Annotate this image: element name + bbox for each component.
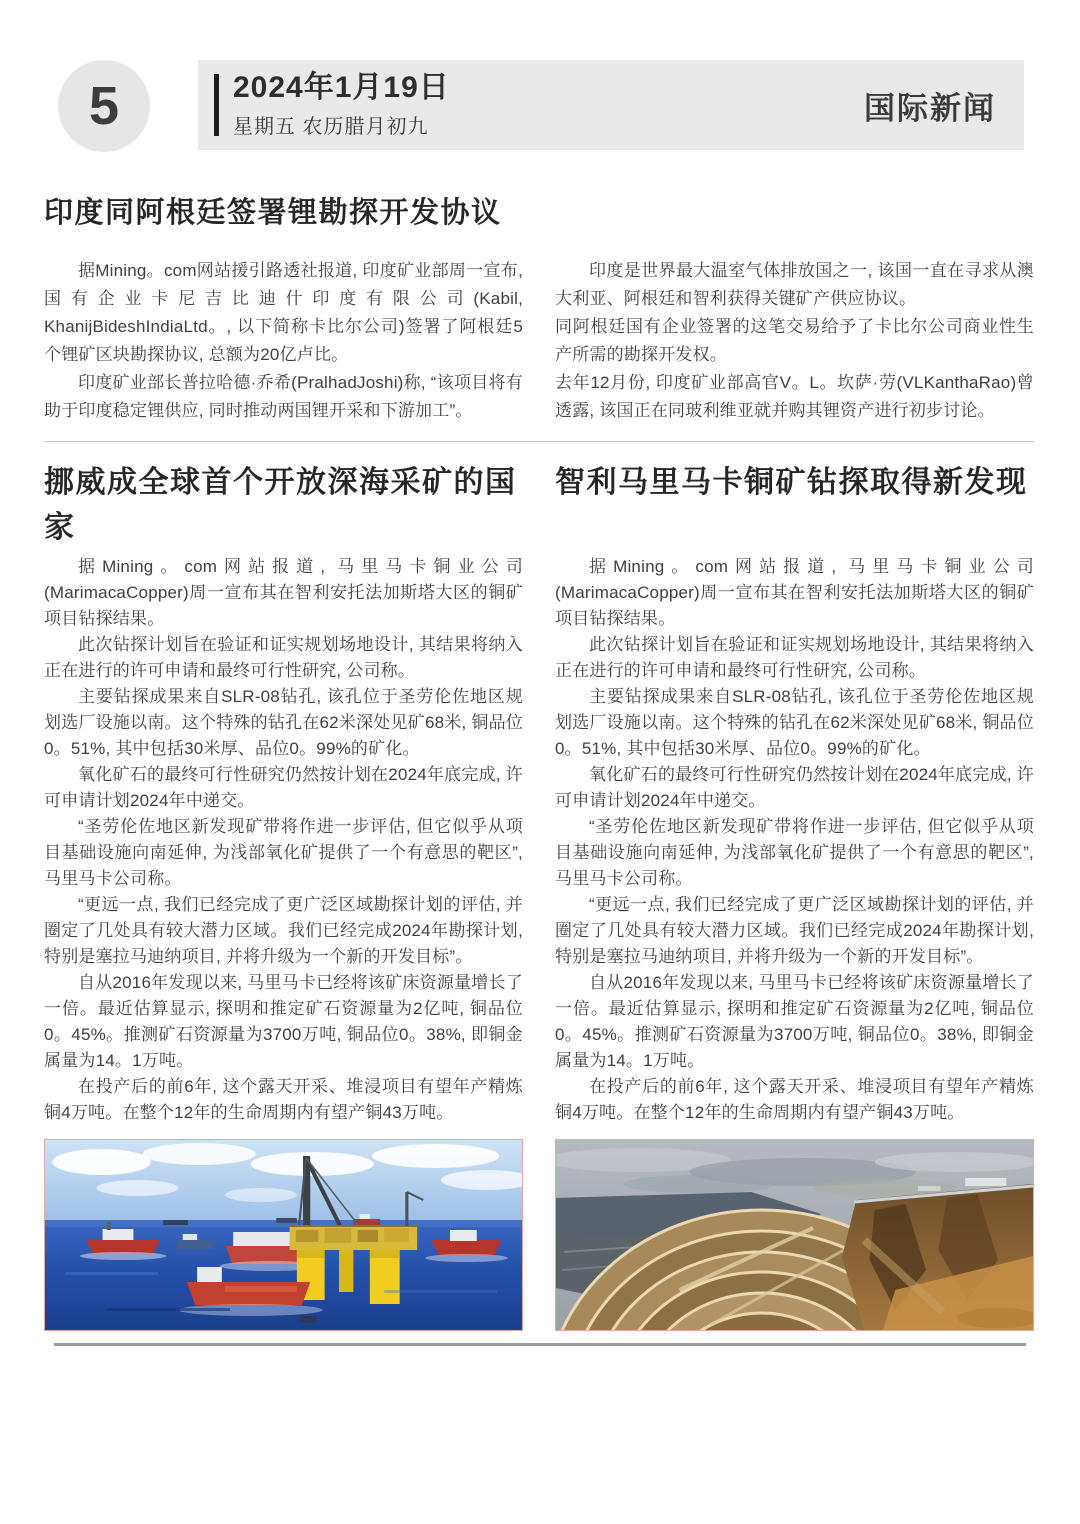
article-paragraph: 印度是世界最大温室气体排放国之一, 该国一直在寻求从澳大利亚、阿根廷和智利获得关键矿产供应协议。 — [555, 260, 1034, 308]
article-paragraph: “圣劳伦佐地区新发现矿带将作进一步评估, 但它似乎从项目基础设施向南延伸, 为浅部氧化矿提供了一个有意思的靶区”, 马里马卡公司称。 — [44, 816, 523, 888]
article-paragraph: 印度矿业部长普拉哈德·乔希(PralhadJoshi)称, “该项目将有助于印度稳定锂供应, 同时推动两国锂开采和下游加工”。 — [44, 372, 523, 420]
date: 2024年1月19日 — [233, 71, 450, 105]
article-column-right — [555, 257, 1034, 425]
weekday-lunar: 星期五 农历腊月初九 — [233, 115, 429, 138]
article-paragraph: 在投产后的前6年, 这个露天开采、堆浸项目有望年产精炼铜4万吨。在整个12年的生命周期内有望产铜43万吨。 — [44, 1076, 523, 1122]
open-pit-mine-illustration — [556, 1140, 1033, 1330]
article-column-left — [44, 257, 523, 425]
date-block — [214, 71, 450, 139]
article-paragraph: “更远一点, 我们已经完成了更广泛区域勘探计划的评估, 并圈定了几处具有较大潜力区域。我们已经完成2024年勘探计划, 特别是塞拉马迪纳项目, 并将升级为一个新的开发目标”。 — [555, 894, 1034, 966]
section-divider — [44, 441, 1034, 442]
article-paragraph: 同阿根廷国有企业签署的这笔交易给予了卡比尔公司商业性生产所需的勘探开发权。 — [555, 316, 1034, 364]
article-paragraph: 据Mining。com网站报道, 马里马卡铜业公司(MarimacaCopper)周一宣布其在智利安托法加斯塔大区的铜矿项目钻探结果。 — [44, 556, 523, 628]
section-title: 国际新闻 — [864, 90, 996, 126]
article-paragraph: 据Mining。com网站报道, 马里马卡铜业公司(MarimacaCopper)周一宣布其在智利安托法加斯塔大区的铜矿项目钻探结果。 — [555, 556, 1034, 628]
page-header — [44, 60, 1034, 150]
article-paragraph: 氧化矿石的最终可行性研究仍然按计划在2024年底完成, 许可申请计划2024年中递交。 — [44, 764, 523, 810]
article-paragraph: 氧化矿石的最终可行性研究仍然按计划在2024年底完成, 许可申请计划2024年中递交。 — [555, 764, 1034, 810]
article-paragraph: 自从2016年发现以来, 马里马卡已经将该矿床资源量增长了一倍。最近估算显示, 探明和推定矿石资源量为2亿吨, 铜品位0。45%。推测矿石资源量为3700万吨, 铜品位0。38%, 即铜金属量为14。1万吨。 — [44, 972, 523, 1070]
article-paragraph: 主要钻探成果来自SLR-08钻孔, 该孔位于圣劳伦佐地区规划选厂设施以南。这个特殊的钻孔在62米深处见矿68米, 铜品位0。51%, 其中包括30米厚、品位0。99%的矿化。 — [555, 686, 1034, 758]
mining-stories — [44, 460, 1034, 1331]
article-title: 挪威成全球首个开放深海采矿的国家 — [44, 465, 517, 544]
article-paragraph: “更远一点, 我们已经完成了更广泛区域勘探计划的评估, 并圈定了几处具有较大潜力区域。我们已经完成2024年勘探计划, 特别是塞拉马迪纳项目, 并将升级为一个新的开发目标”。 — [44, 894, 523, 966]
article-title: 智利马里马卡铜矿钻探取得新发现 — [555, 465, 1028, 499]
article-paragraph: 此次钻探计划旨在验证和证实规划场地设计, 其结果将纳入正在进行的许可申请和最终可行性研究, 公司称。 — [44, 634, 523, 680]
offshore-platform-illustration — [45, 1140, 522, 1330]
date-divider-bar — [214, 74, 219, 136]
open-pit-mine-photo — [555, 1139, 1034, 1331]
article-paragraph: 此次钻探计划旨在验证和证实规划场地设计, 其结果将纳入正在进行的许可申请和最终可行性研究, 公司称。 — [555, 634, 1034, 680]
article-paragraph: 去年12月份, 印度矿业部高官V。L。坎萨·劳(VLKanthaRao)曾透露, 该国正在同玻利维亚就并购其锂资产进行初步讨论。 — [555, 372, 1034, 420]
article-lithium-agreement — [44, 196, 1034, 425]
article-paragraph: “圣劳伦佐地区新发现矿带将作进一步评估, 但它似乎从项目基础设施向南延伸, 为浅部氧化矿提供了一个有意思的靶区”, 马里马卡公司称。 — [555, 816, 1034, 888]
page-bottom-rule — [54, 1343, 1026, 1346]
page-number: 5 — [88, 76, 120, 136]
article-paragraph: 自从2016年发现以来, 马里马卡已经将该矿床资源量增长了一倍。最近估算显示, 探明和推定矿石资源量为2亿吨, 铜品位0。45%。推测矿石资源量为3700万吨, 铜品位0。38%, 即铜金属量为14。1万吨。 — [555, 972, 1034, 1070]
article-paragraph: 主要钻探成果来自SLR-08钻孔, 该孔位于圣劳伦佐地区规划选厂设施以南。这个特殊的钻孔在62米深处见矿68米, 铜品位0。51%, 其中包括30米厚、品位0。99%的矿化。 — [44, 686, 523, 758]
article-marimaca-drilling — [555, 460, 1034, 1331]
header-band — [198, 60, 1024, 150]
article-title: 印度同阿根廷签署锂勘探开发协议 — [44, 197, 502, 229]
page-number-badge — [58, 60, 150, 152]
article-norway-deep-sea — [44, 460, 523, 1331]
article-paragraph: 据Mining。com网站援引路透社报道, 印度矿业部周一宣布, 国有企业卡尼吉比迪什印度有限公司(Kabil, KhanijBideshIndiaLtd。, 以下简称卡比尔公司)签署了阿根廷5个锂矿区块勘探协议, 总额为20亿卢比。 — [44, 260, 523, 364]
article-paragraph: 在投产后的前6年, 这个露天开采、堆浸项目有望年产精炼铜4万吨。在整个12年的生命周期内有望产铜43万吨。 — [555, 1076, 1034, 1122]
offshore-platform-photo — [44, 1139, 523, 1331]
